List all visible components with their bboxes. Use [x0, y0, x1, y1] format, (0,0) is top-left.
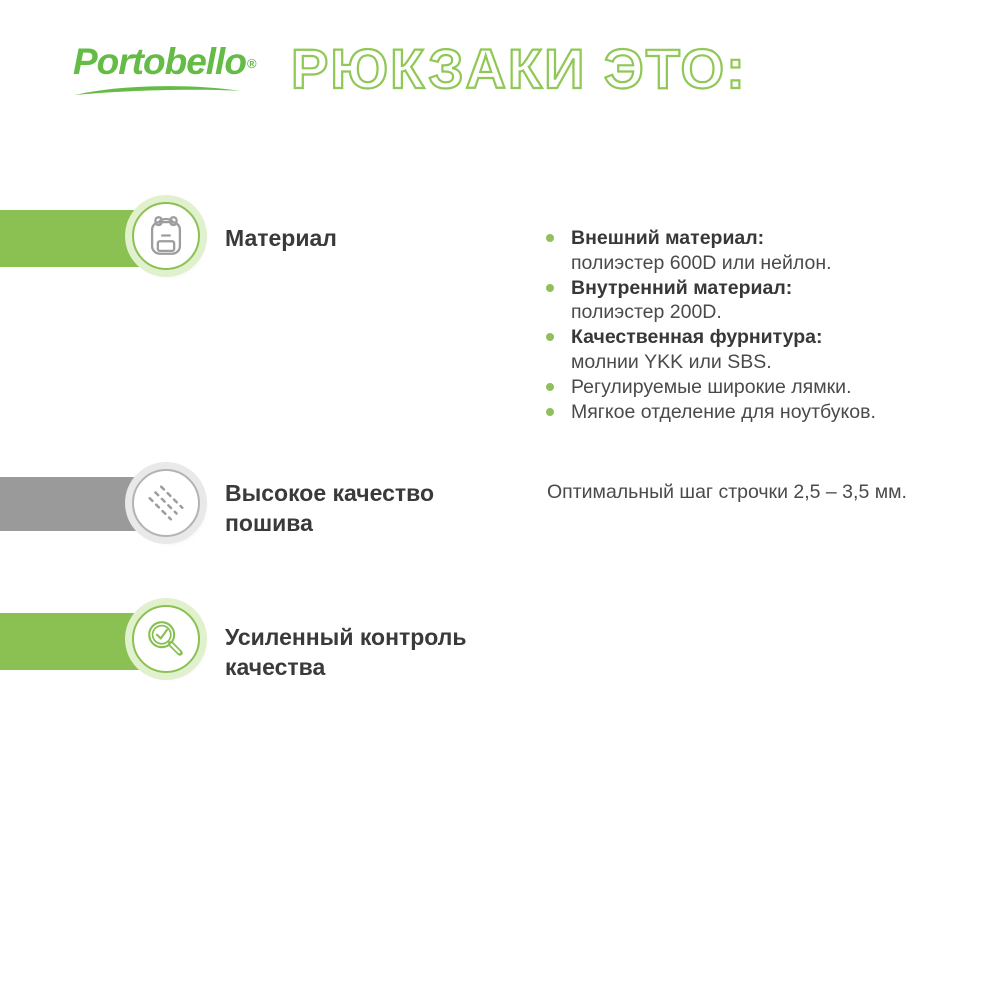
bullet-text: Регулируемые широкие лямки. [571, 375, 852, 398]
bullet-bold-text: Внутренний материал: [571, 276, 793, 299]
bullet-text: полиэстер 600D или нейлон. [571, 251, 832, 274]
bullet-bold-text: Внешний материал: [571, 227, 765, 249]
quality-check-icon [143, 616, 189, 662]
bullet-text: Мягкое отделение для ноутбуков. [571, 400, 876, 423]
material-icon-badge [132, 202, 200, 270]
stitching-note: Оптимальный шаг строчки 2,5 – 3,5 мм. [547, 481, 907, 503]
logo-swoosh-icon [73, 84, 243, 98]
list-item [545, 400, 960, 425]
quality-control-icon-badge [132, 605, 200, 673]
logo-text: Portobello [73, 41, 246, 82]
page-title: РЮКЗАКИ ЭТО: [291, 37, 747, 100]
feature-label-stitching: Высокое качество пошива [225, 480, 435, 536]
portobello-logo [73, 41, 257, 98]
feature-label-quality-control: Усиленный контроль качества [225, 624, 467, 680]
backpack-icon [143, 213, 189, 259]
bullet-text: молнии YKK или SBS. [571, 350, 772, 373]
list-item [545, 226, 960, 276]
feature-label-material: Материал [225, 225, 337, 251]
stitching-icon [143, 480, 189, 526]
stitching-icon-badge [132, 469, 200, 537]
list-item [545, 276, 960, 326]
registered-trademark: ® [246, 55, 257, 71]
bullet-text: полиэстер 200D. [571, 301, 722, 324]
material-bullet-list [545, 226, 960, 424]
bullet-bold-text: Качественная фурнитура: [571, 326, 823, 349]
list-item [545, 375, 960, 400]
list-item [545, 325, 960, 375]
